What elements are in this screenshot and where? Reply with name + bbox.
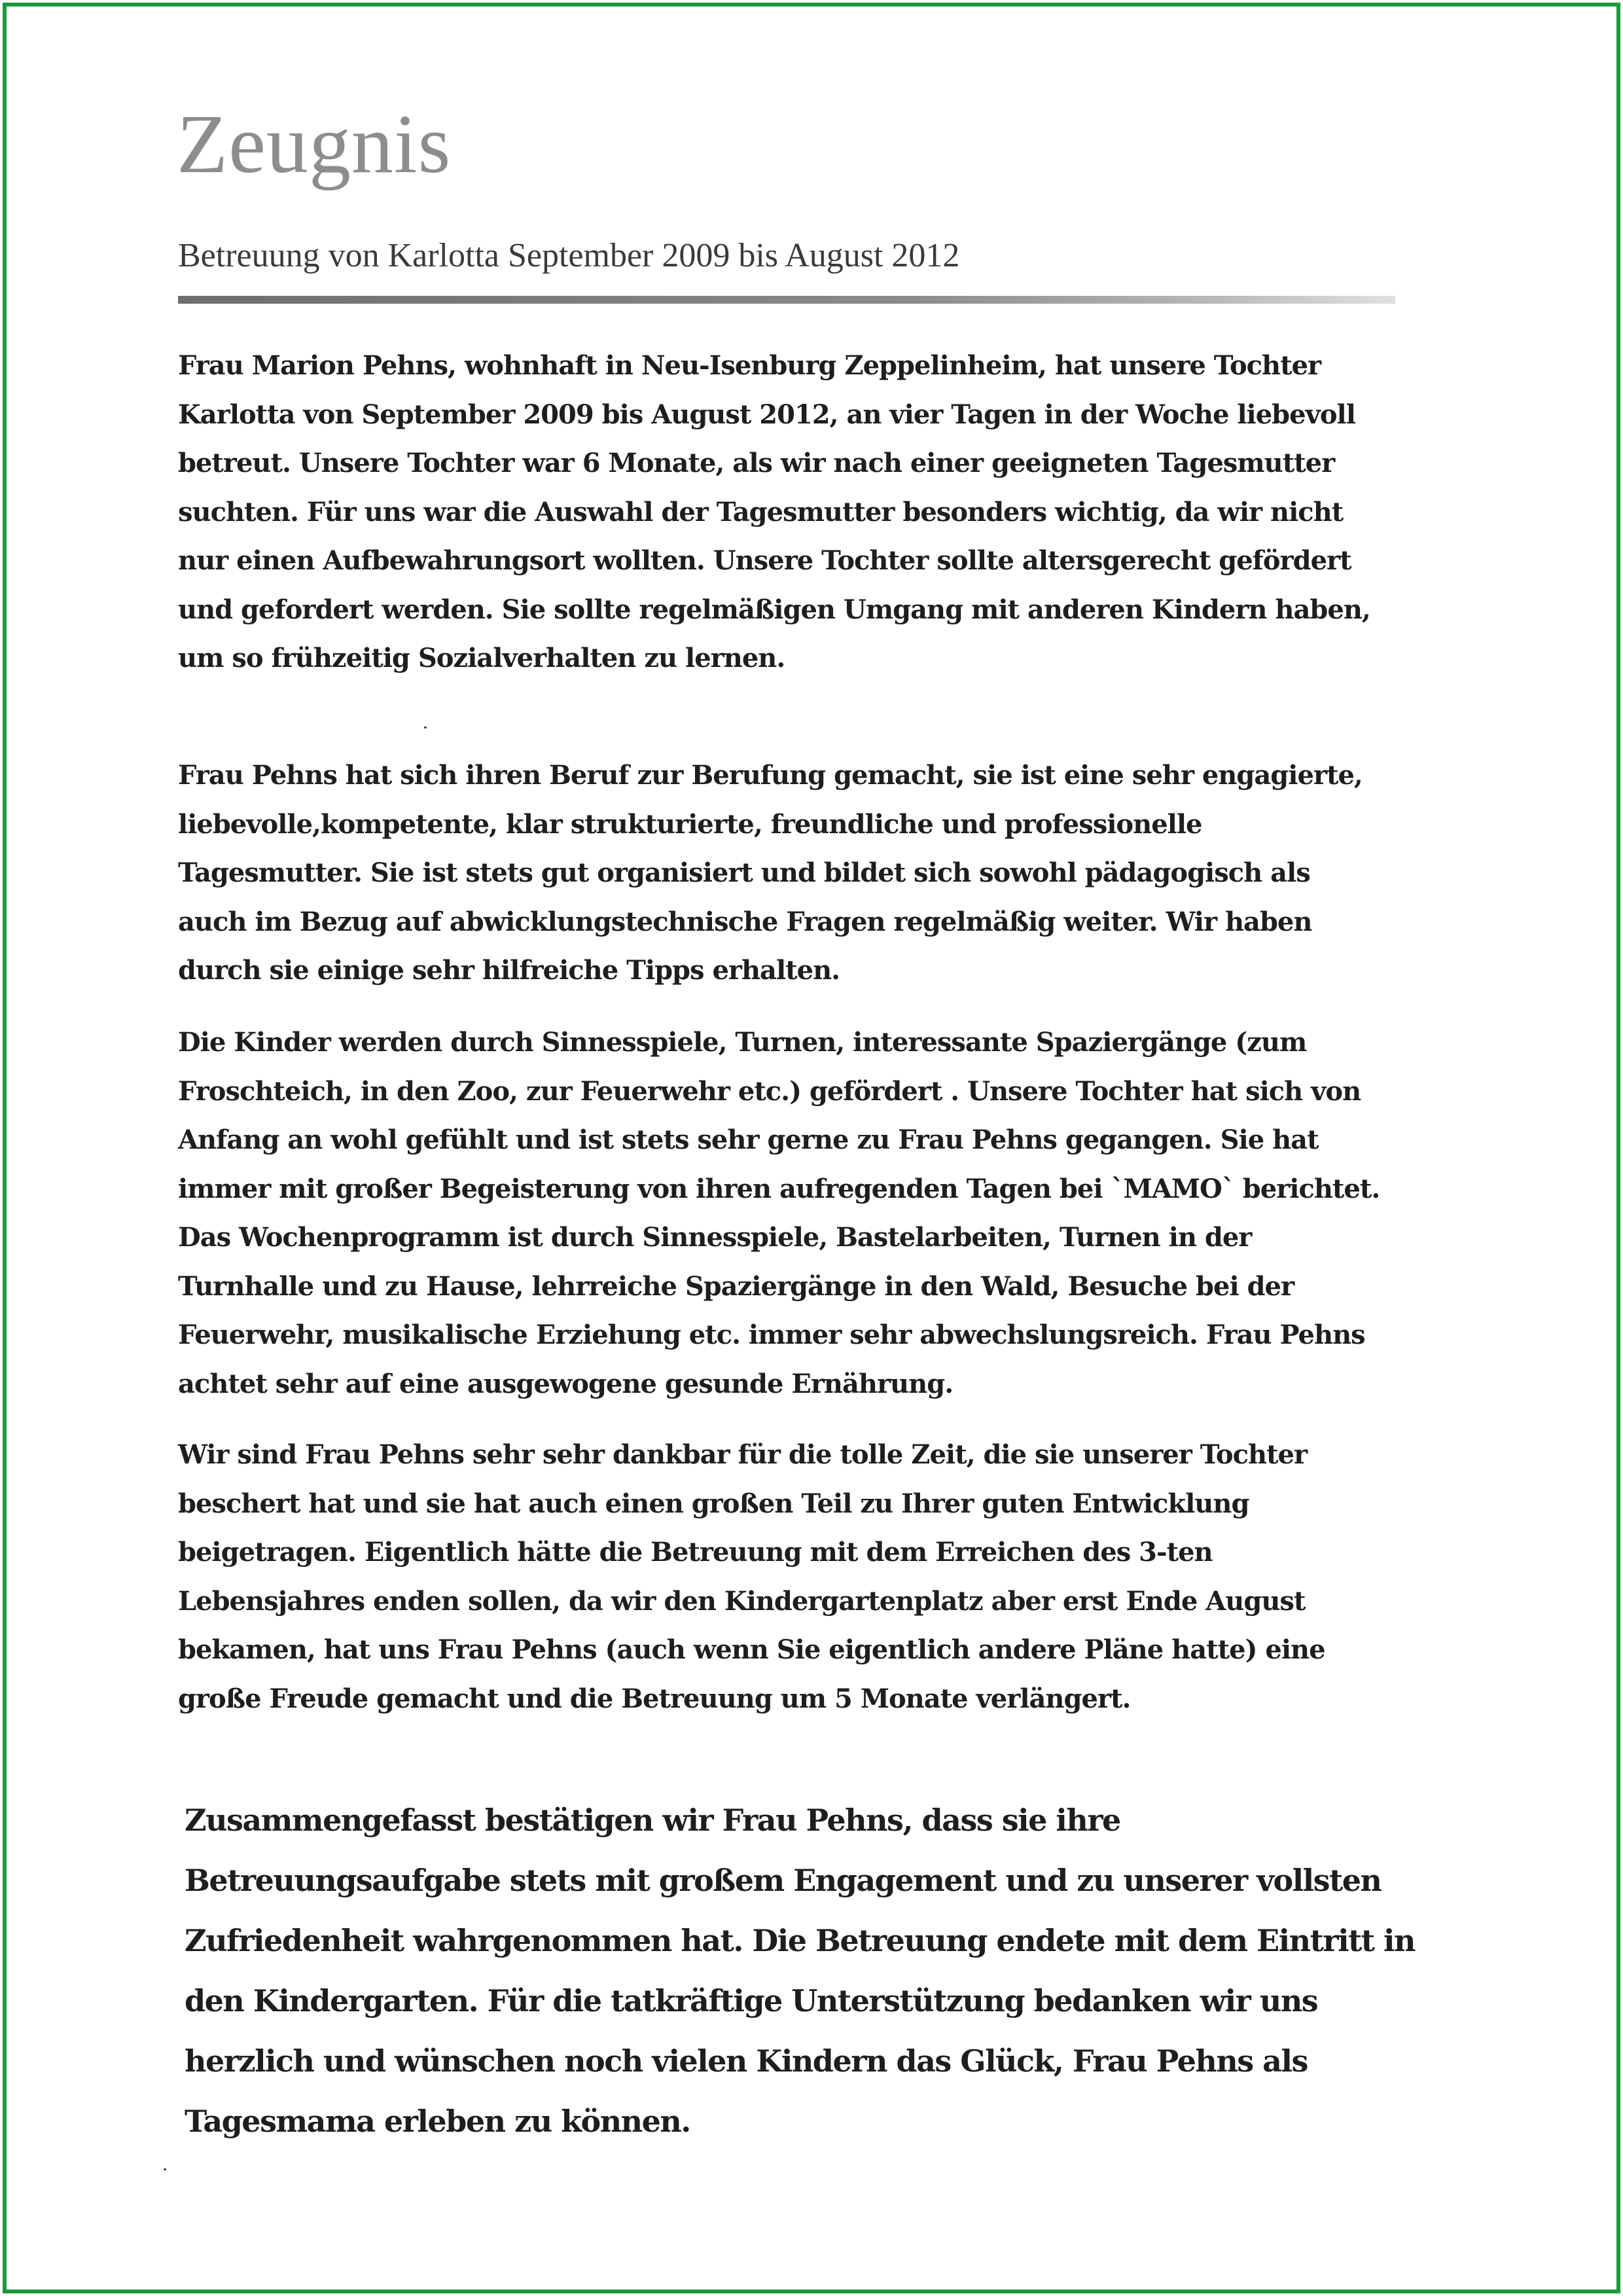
closing-statement: Zusammengefasst bestätigen wir Frau Pehns, dass sie ihre Betreuungsaufgabe stets mit großem Engagement und zu unserer vollsten Zufriedenheit wahrgenommen hat. Die Betreuung endete mit dem Eintritt in den Kindergarten. Für die tatkräftige Unterstützung bedanken wir uns herzlich und wünschen noch vielen Kindern das Glück, Frau Pehns als Tagesmama erleben zu können. — [185, 1803, 1415, 2139]
paragraph-gratitude: Wir sind Frau Pehns sehr sehr dankbar für die tolle Zeit, die sie unserer Tochter beschert hat und sie hat auch einen großen Teil zu Ihrer guten Entwicklung beigetragen. Eigentlich hätte die Betreuung mit dem Erreichen des 3-ten Lebensjahres enden sollen, da wir den Kindergartenplatz aber erst Ende August bekamen, hat uns Frau Pehns (auch wenn Sie eigentlich andere Pläne hatte) eine große Freude gemacht und die Betreuung um 5 Monate verlängert. — [178, 1439, 1325, 1714]
paragraph-introduction: Frau Marion Pehns, wohnhaft in Neu-Isenburg Zeppelinheim, hat unsere Tochter Karlotta von September 2009 bis August 2012, an vier Tagen in der Woche liebevoll betreut. Unsere Tochter war 6 Monate, als wir nach einer geeigneten Tagesmutter suchten. Für uns war die Auswahl der Tagesmutter besonders wichtig, da wir nicht nur einen Aufbewahrungsort wollten. Unsere Tochter sollte altersgerecht gefördert und gefordert werden. Sie sollte regelmäßigen Umgang mit anderen Kindern haben, um so frühzeitig Sozialverhalten zu lernen. — [178, 350, 1370, 673]
paragraph-qualities: Frau Pehns hat sich ihren Beruf zur Berufung gemacht, sie ist eine sehr engagierte, liebevolle,kompetente, klar strukturierte, freundliche und professionelle Tagesmutter. Sie ist stets gut organisiert und bildet sich sowohl pädagogisch als auch im Bezug auf abwicklungstechnische Fragen regelmäßig weiter. Wir haben durch sie einige sehr hilfreiche Tipps erhalten. — [178, 760, 1363, 986]
paragraph-activities: Die Kinder werden durch Sinnesspiele, Turnen, interessante Spaziergänge (zum Froschteich, in den Zoo, zur Feuerwehr etc.) gefördert . Unsere Tochter hat sich von Anfang an wohl gefühlt und ist stets sehr gerne zu Frau Pehns gegangen. Sie hat immer mit großer Begeisterung von ihren aufregenden Tagen bei `MAMO` berichtet. Das Wochenprogramm ist durch Sinnesspiele, Bastelarbeiten, Turnen in der Turnhalle und zu Hause, lehrreiche Spaziergänge in den Wald, Besuche bei der Feuerwehr, musikalische Erziehung etc. immer sehr abwechslungsreich. Frau Pehns achtet sehr auf eine ausgewogene gesunde Ernährung. — [178, 1027, 1380, 1399]
scan-speck — [424, 726, 427, 728]
document-subtitle: Betreuung von Karlotta September 2009 bis August 2012 — [178, 237, 960, 274]
document-title: Zeugnis — [177, 98, 452, 190]
title-divider — [178, 296, 1395, 304]
scan-speck — [164, 2168, 166, 2170]
